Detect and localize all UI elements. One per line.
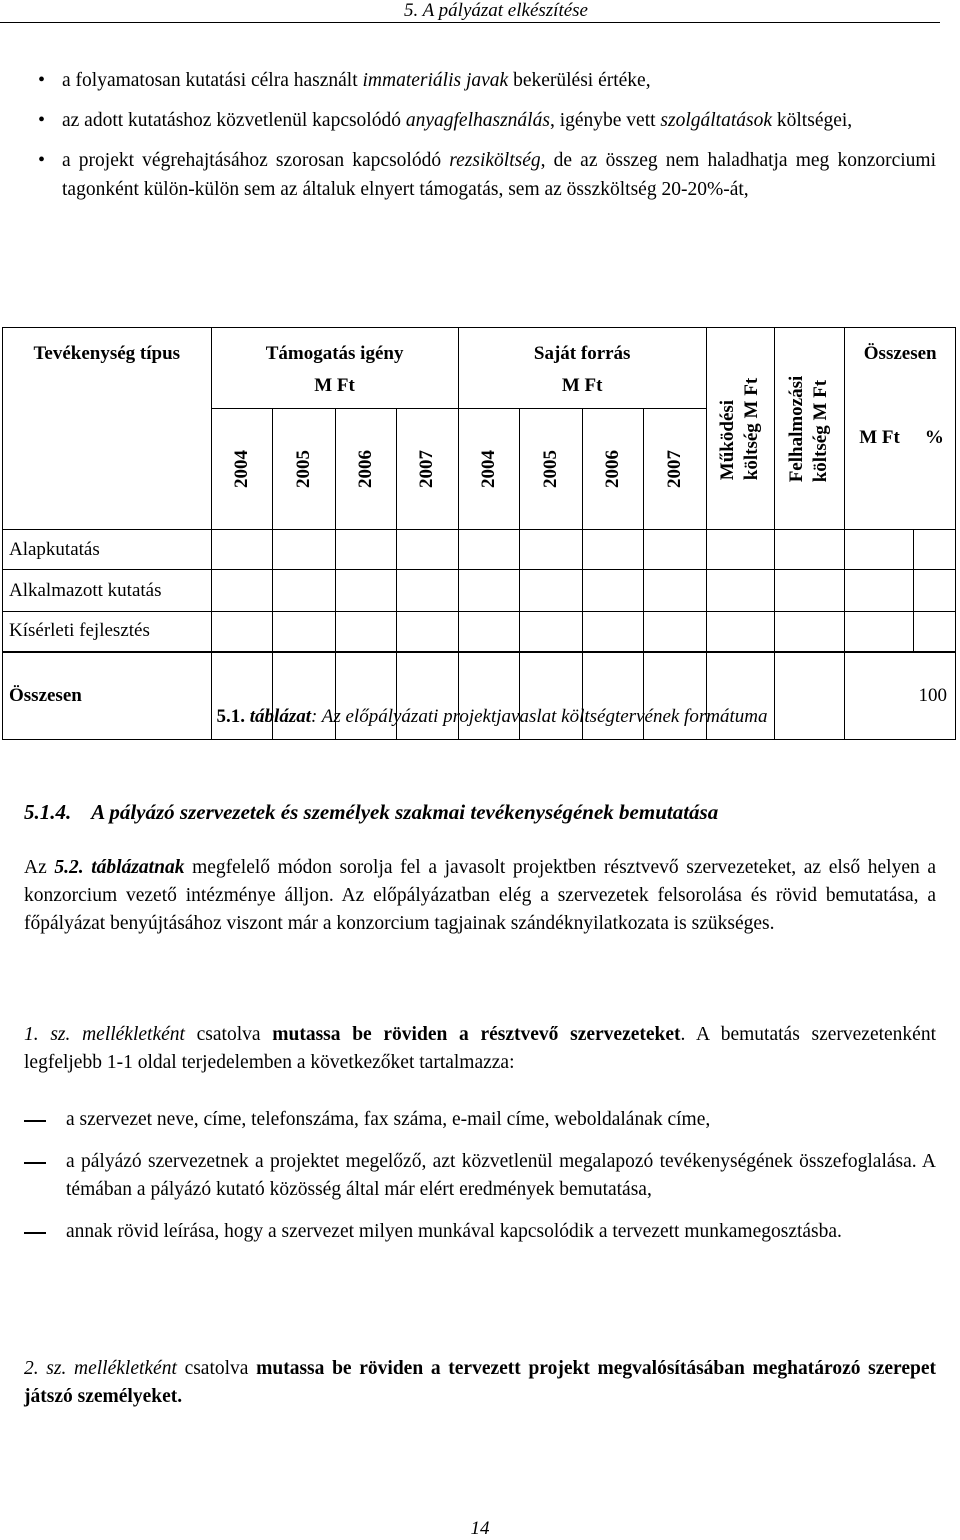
paragraph-annex-2 bbox=[24, 1355, 936, 1411]
total-pct-header: % bbox=[914, 409, 956, 530]
bullet-item bbox=[62, 106, 936, 135]
dash-item: a pályázó szervezetnek a projektet megelőző, azt közvetlenül megalapozó tevékenységének összefoglalása. A témában a pályázó kutató közösség által már elért eredmények bemutatása, bbox=[66, 1148, 936, 1204]
text-run: megfelelő módon sorolja fel a javasolt projektben résztvevő szervezeteket, az első helyen a konzorcium vezető intézménye álljon. Az előpályázatban elég a szervezetek felsorolása és rövid bemutatása, a főpályázat benyújtásához viszont már a konzorcium tagjainak szándéknyilatkozata is szükséges. bbox=[24, 857, 937, 934]
text-run: mutassa be röviden a tervezett projekt megvalósításában meghatározó szerepet játszó személyeket. bbox=[24, 1358, 937, 1407]
text-run: az adott kutatáshoz közvetlenül kapcsolódó bbox=[62, 110, 406, 131]
dash-item: annak rövid leírása, hogy a szervezet milyen munkával kapcsolódik a tervezett munkamegosztásba. bbox=[66, 1218, 936, 1246]
total-row-label: Összesen bbox=[3, 652, 212, 740]
caption-text: : Az előpályázati projektjavaslat költségtervének formátuma bbox=[311, 706, 768, 727]
year-header: 2004 bbox=[211, 409, 273, 530]
paragraph-organizations bbox=[24, 854, 936, 938]
year-header: 2005 bbox=[273, 409, 336, 530]
own-unit-label: M Ft bbox=[561, 375, 603, 396]
table-caption bbox=[0, 706, 960, 728]
caption-number: 5.1. bbox=[216, 706, 246, 727]
row-label: Kísérleti fejlesztés bbox=[3, 612, 212, 652]
table-row bbox=[3, 530, 956, 570]
text-run: Az bbox=[24, 857, 55, 878]
text-run: immateriális javak bbox=[362, 70, 509, 91]
bullet-item bbox=[62, 66, 936, 95]
section-title: A pályázó szervezetek és személyek szakmai tevékenységének bemutatása bbox=[91, 800, 719, 824]
capital-cost-header bbox=[774, 328, 845, 530]
text-run: , de az összeg nem haladhatja meg konzorciumi tagonként külön-külön sem az általuk elnyert támogatás, sem az összköltség 20-20%-át, bbox=[62, 150, 936, 200]
text-run: a folyamatosan kutatási célra használt bbox=[62, 70, 363, 91]
page-header bbox=[0, 0, 940, 23]
text-run: bekerülési értéke, bbox=[508, 70, 651, 91]
text-run: 1. sz. mellékletként bbox=[24, 1024, 185, 1045]
capital-label-2: költség M Ft bbox=[810, 379, 832, 482]
year-header: 2004 bbox=[458, 409, 520, 530]
support-group-label: Támogatás igény bbox=[265, 343, 404, 364]
own-source-header bbox=[458, 328, 706, 409]
total-row-value: 100 bbox=[914, 652, 956, 740]
text-run: csatolva bbox=[184, 1024, 273, 1045]
dash-item: a szervezet neve, címe, telefonszáma, fax száma, e-mail címe, weboldalának címe, bbox=[66, 1106, 936, 1134]
year-header: 2007 bbox=[397, 409, 459, 530]
text-run: anyagfelhasználás bbox=[405, 110, 550, 131]
cost-plan-table bbox=[2, 327, 956, 740]
year-header: 2007 bbox=[644, 409, 707, 530]
cost-items-list bbox=[62, 66, 936, 215]
own-group-label: Saját forrás bbox=[533, 343, 631, 364]
page-number: 14 bbox=[470, 1518, 490, 1539]
operating-cost-header bbox=[706, 328, 774, 530]
table-row bbox=[3, 570, 956, 612]
total-header: Összesen bbox=[845, 328, 956, 409]
operating-label-2: költség M Ft bbox=[741, 377, 763, 480]
year-header: 2005 bbox=[520, 409, 583, 530]
total-mft-header: M Ft bbox=[845, 409, 914, 530]
chapter-title: 5. A pályázat elkészítése bbox=[404, 0, 588, 21]
year-header: 2006 bbox=[335, 409, 397, 530]
bullet-item bbox=[62, 146, 936, 204]
section-number: 5.1.4. bbox=[24, 800, 72, 824]
text-run: , igénybe vett bbox=[549, 110, 661, 131]
text-run: rezsiköltség bbox=[449, 150, 541, 171]
text-run: a projekt végrehajtásához szorosan kapcsolódó bbox=[62, 150, 450, 171]
caption-label: táblázat bbox=[245, 706, 312, 727]
operating-label-1: Működési bbox=[717, 399, 739, 480]
row-label: Alkalmazott kutatás bbox=[3, 570, 212, 612]
year-header: 2006 bbox=[582, 409, 644, 530]
capital-label-1: Felhalmozási bbox=[786, 375, 808, 482]
support-unit-label: M Ft bbox=[314, 375, 355, 396]
text-run: 2. sz. mellékletként bbox=[24, 1358, 177, 1379]
text-run: szolgáltatások bbox=[660, 110, 773, 131]
text-run: mutassa be röviden a résztvevő szervezeteket bbox=[272, 1024, 681, 1045]
support-header bbox=[211, 328, 458, 409]
activity-type-header: Tevékenység típus bbox=[3, 328, 212, 530]
row-label: Alapkutatás bbox=[3, 530, 212, 570]
text-run: . A bemutatás szervezetenként legfeljebb 1-1 oldal terjedelemben a következőket tartalmazza: bbox=[24, 1024, 936, 1073]
section-heading bbox=[24, 800, 718, 825]
annex-contents-list bbox=[66, 1106, 936, 1260]
paragraph-annex-1 bbox=[24, 1021, 936, 1077]
table-row bbox=[3, 612, 956, 652]
text-run: csatolva bbox=[176, 1358, 257, 1379]
text-run: 5.2. táblázatnak bbox=[54, 857, 185, 878]
text-run: költségei, bbox=[772, 110, 853, 131]
